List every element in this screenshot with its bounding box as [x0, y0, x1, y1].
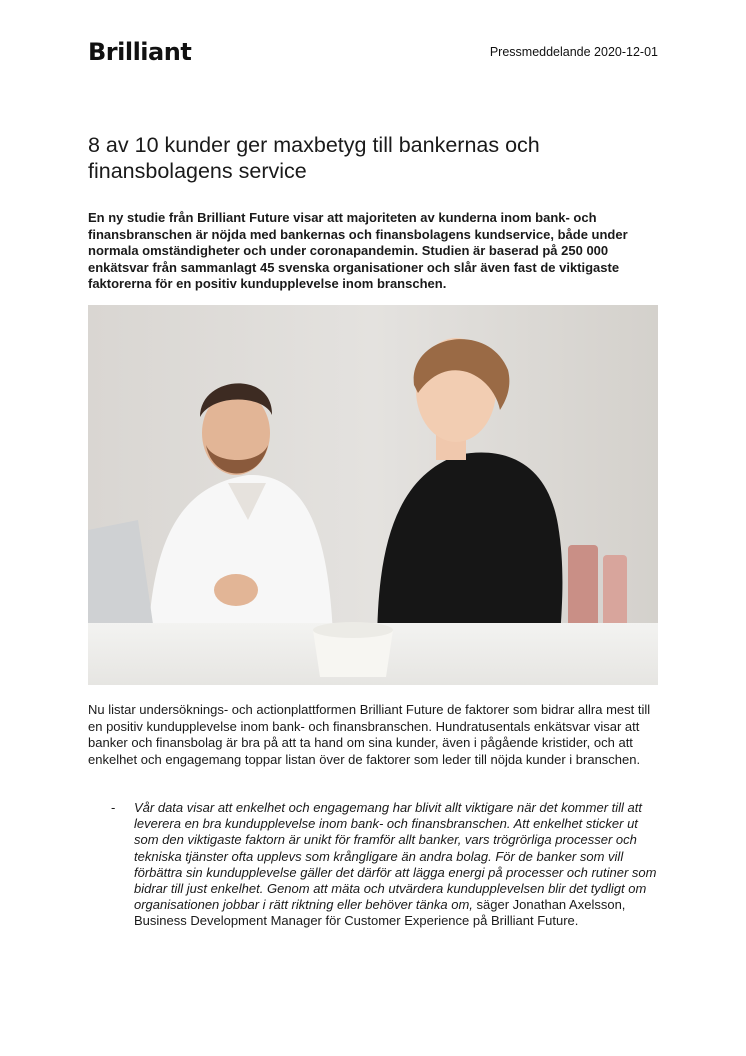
quote-bullet: - [111, 800, 116, 815]
quote-text [134, 800, 659, 930]
article-body: Nu listar undersöknings- och actionplattformen Brilliant Future de faktorer som bidrar allra mest till en positiv kundupplevelse inom bank- och finansbranschen. Hundratusentals enkätsvar visar att banker och finansbolag är bra på att ta hand om sina kunder, även i pågående kristider, och att enkelhet och engagemang toppar listan över de faktorer som leder till nöjda kunder i branschen. [88, 702, 651, 767]
article-lead: En ny studie från Brilliant Future visar att majoriteten av kunderna inom bank- och finansbranschen är nöjda med bankernas och finansbolagens kundservice, både under normala omständigheter och under coronapandemin. Studien är baserad på 250 000 enkätsvar från sammanlagt 45 svenska organisationer och slår även fast de viktigaste faktorerna för en positiv kundupplevelse inom branschen. [88, 210, 628, 291]
quote-attribution: säger Jonathan Axelsson, Business Development Manager för Customer Experience på Brilliant Future. [134, 897, 626, 929]
article-photo [88, 305, 658, 685]
article-title: 8 av 10 kunder ger maxbetyg till bankernas och finansbolagens service [88, 133, 540, 183]
quote-italic: Vår data visar att enkelhet och engagemang har blivit allt viktigare när det kommer till att leverera en bra kundupplevelse inom bank- och finansbranschen. Att enkelhet sticker ut som den viktigaste faktorn är unikt för framför allt banker, vars trögrörliga processer och tekniska tjänster ofta upplevs som krångligare än andra bolag. För de banker som vill förbättra sin kundupplevelse gäller det därför att lägga energi på processer och rutiner som bidrar till just enkelhet. Genom att mäta och utvärdera kundupplevelsen blir det tydligt om organisationen jobbar i rätt riktning eller behöver tänka om, [134, 800, 657, 913]
press-release-date: Pressmeddelande 2020-12-01 [489, 45, 658, 59]
brilliant-logo: Brilliant [88, 38, 192, 66]
